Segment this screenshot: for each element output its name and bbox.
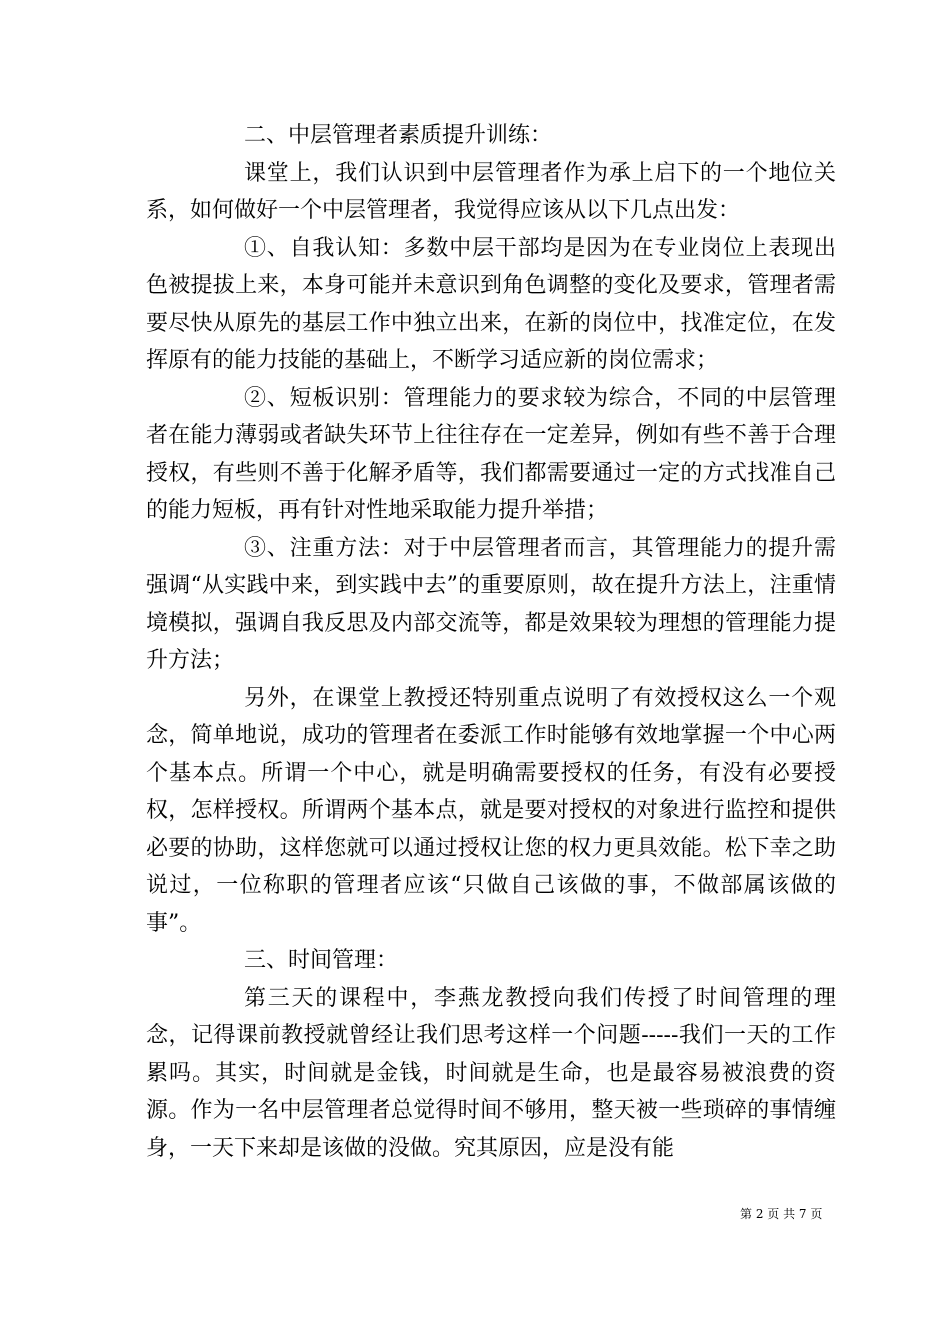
section-heading-time-management: 三、时间管理： xyxy=(244,948,399,973)
paragraph-time-management: 第三天的课程中，李燕龙教授向我们传授了时间管理的理念，记得课前教授就曾经让我们思考这样一个问题-----我们一天的工作累吗。其实，时间就是金钱，时间就是生命，也是最容易被浪费的资源。作为一名中层管理者总觉得时间不够用，整天被一些琐碎的事情缠身，一天下来却是该做的没做。究其原因，应是没有能 xyxy=(146,985,836,1161)
paragraph-effective-delegation: 另外，在课堂上教授还特别重点说明了有效授权这么一个观念，简单地说，成功的管理者在委派工作时能够有效地掌握一个中心两个基本点。所谓一个中心，就是明确需要授权的任务，有没有必要授权，怎样授权。所谓两个基本点，就是要对授权的对象进行监控和提供必要的协助，这样您就可以通过授权让您的权力更具效能。松下幸之助说过，一位称职的管理者应该“只做自己该做的事，不做部属该做的事”。 xyxy=(146,685,836,936)
page-number-footer: 第 2 页 共 7 页 xyxy=(740,1207,823,1221)
document-body xyxy=(146,117,836,1167)
paragraph-focus-on-methods: ③、注重方法：对于中层管理者而言，其管理能力的提升需强调“从实践中来，到实践中去”的重要原则，故在提升方法上，注重情境模拟，强调自我反思及内部交流等，都是效果较为理想的管理能力提升方法； xyxy=(146,535,836,673)
paragraph-weakness-identification: ②、短板识别：管理能力的要求较为综合，不同的中层管理者在能力薄弱或者缺失环节上往往存在一定差异，例如有些不善于合理授权，有些则不善于化解矛盾等，我们都需要通过一定的方式找准自己的能力短板，再有针对性地采取能力提升举措； xyxy=(146,385,836,523)
paragraph-intro: 课堂上，我们认识到中层管理者作为承上启下的一个地位关系，如何做好一个中层管理者，我觉得应该从以下几点出发： xyxy=(146,160,836,223)
section-heading-middle-manager-training: 二、中层管理者素质提升训练： xyxy=(244,123,553,148)
paragraph-self-awareness: ①、自我认知：多数中层干部均是因为在专业岗位上表现出色被提拔上来，本身可能并未意识到角色调整的变化及要求，管理者需要尽快从原先的基层工作中独立出来，在新的岗位中，找准定位，在发挥原有的能力技能的基础上，不断学习适应新的岗位需求； xyxy=(146,235,836,373)
